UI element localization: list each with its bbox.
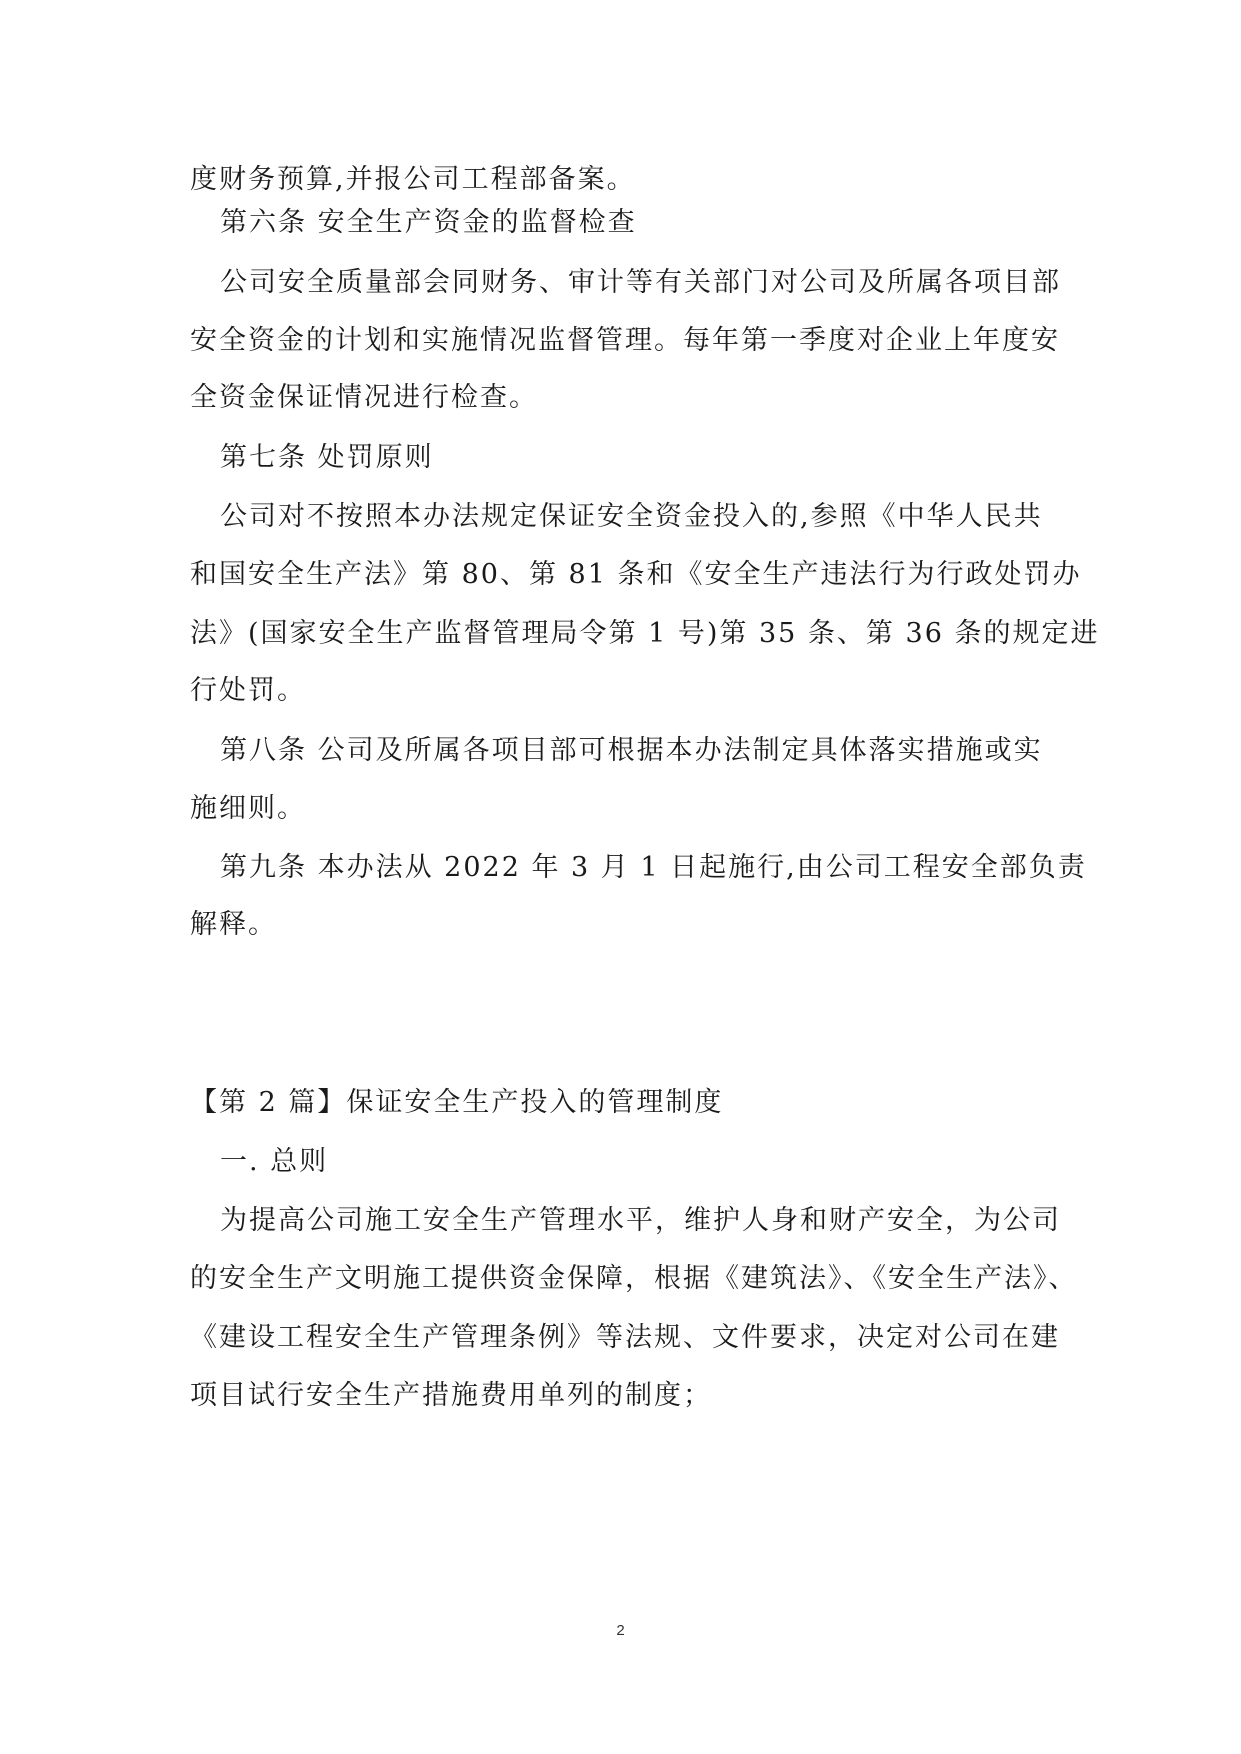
article-heading: 第九条 本办法从 2022 年 3 月 1 日起施行,由公司工程安全部负责	[220, 852, 1087, 883]
article-heading: 第六条 安全生产资金的监督检查	[220, 207, 637, 238]
article-heading: 第七条 处罚原则	[220, 442, 434, 473]
paragraph-line: 全资金保证情况进行检查。	[190, 382, 538, 413]
section-heading: 一. 总则	[220, 1146, 329, 1177]
paragraph-line: 安全资金的计划和实施情况监督管理。每年第一季度对企业上年度安	[190, 325, 1060, 356]
paragraph-line: 和国安全生产法》第 80、第 81 条和《安全生产违法行为行政处罚办	[190, 559, 1082, 590]
paragraph-line: 法》(国家安全生产监督管理局令第 1 号)第 35 条、第 36 条的规定进	[190, 618, 1100, 649]
paragraph-line: 为提高公司施工安全生产管理水平，维护人身和财产安全，为公司	[220, 1205, 1061, 1236]
paragraph-line: 度财务预算,并报公司工程部备案。	[190, 164, 636, 195]
paragraph-line: 公司对不按照本办法规定保证安全资金投入的,参照《中华人民共	[220, 501, 1043, 532]
article-heading: 第八条 公司及所属各项目部可根据本办法制定具体落实措施或实	[220, 735, 1043, 766]
paragraph-line: 的安全生产文明施工提供资金保障，根据《建筑法》、《安全生产法》、	[190, 1263, 1078, 1294]
paragraph-line: 项目试行安全生产措施费用单列的制度；	[190, 1380, 712, 1411]
paragraph-line: 解释。	[190, 909, 277, 940]
section-title: 【第 2 篇】保证安全生产投入的管理制度	[190, 1087, 724, 1118]
paragraph-line: 施细则。	[190, 793, 306, 824]
paragraph-line: 《建设工程安全生产管理条例》等法规、文件要求，决定对公司在建	[190, 1322, 1060, 1353]
page-number: 2	[616, 1622, 625, 1639]
paragraph-line: 行处罚。	[190, 675, 306, 706]
paragraph-line: 公司安全质量部会同财务、审计等有关部门对公司及所属各项目部	[220, 267, 1061, 298]
